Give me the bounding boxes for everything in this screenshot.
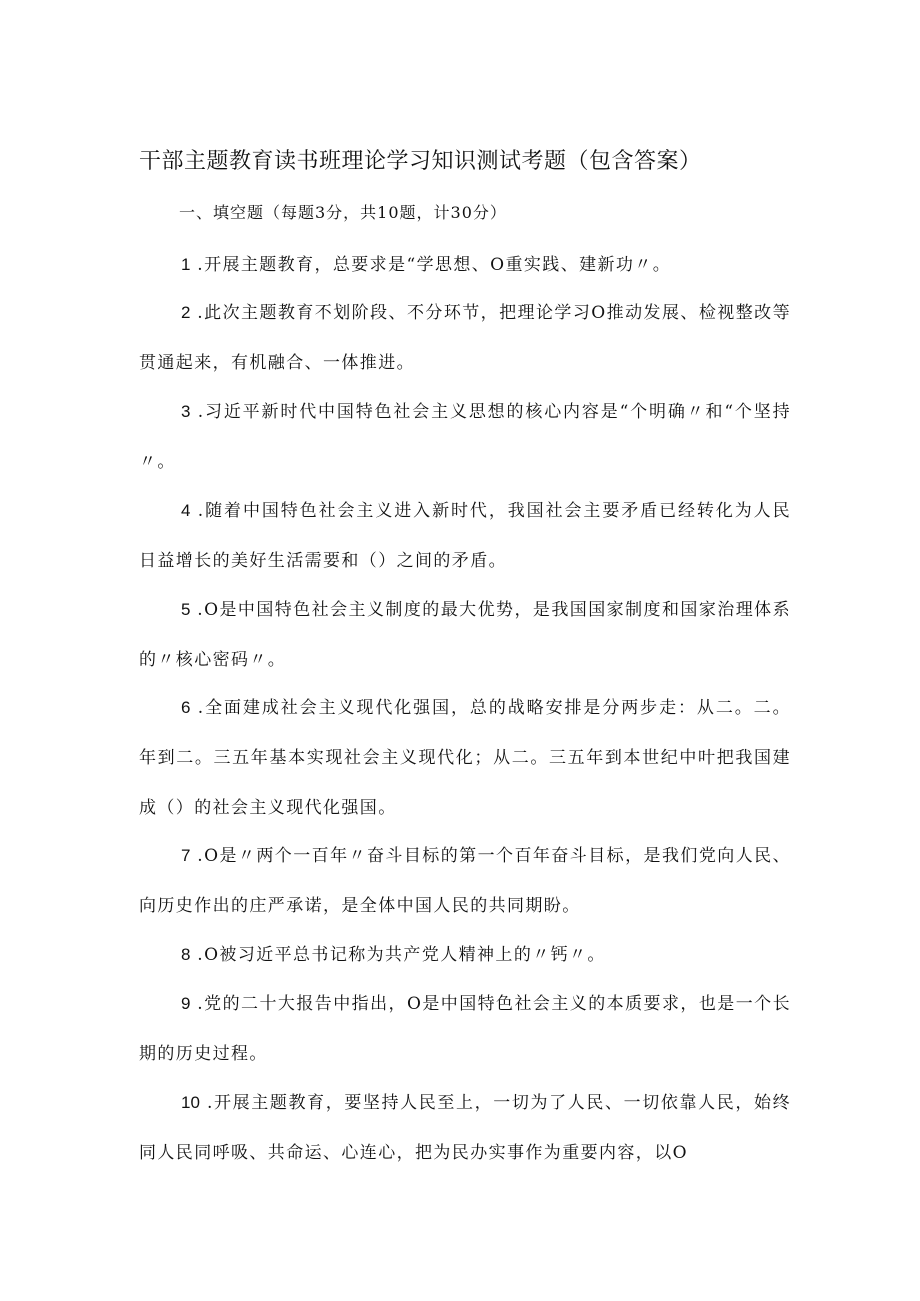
question-text: .此次主题教育不划阶段、不分环节，把理论学习O推动发展、检视整改等贯通起来，有机融合、一体推进。	[139, 303, 791, 373]
question-number: 5	[181, 600, 191, 619]
page-title: 干部主题教育读书班理论学习知识测试考题（包含答案）	[139, 149, 702, 174]
question-text: .O是中国特色社会主义制度的最大优势，是我国国家制度和国家治理体系的〃核心密码〃。	[139, 600, 791, 670]
question-text: .开展主题教育，总要求是“学思想、O重实践、建新功〃。	[190, 255, 672, 275]
question-5	[139, 585, 791, 685]
question-2	[139, 288, 791, 388]
question-number: 8	[181, 945, 191, 964]
question-number: 1	[181, 255, 191, 274]
question-number: 9	[181, 994, 191, 1013]
question-text: .党的二十大报告中指出，O是中国特色社会主义的本质要求，也是一个长期的历史过程。	[139, 994, 791, 1064]
question-number: 10	[181, 1093, 200, 1112]
question-8	[139, 930, 791, 980]
question-number: 2	[181, 303, 191, 322]
question-3	[139, 387, 791, 487]
question-text: .O是〃两个一百年〃奋斗目标的第一个百年奋斗目标，是我们党向人民、向历史作出的庄严承诺，是全体中国人民的共同期盼。	[139, 846, 791, 916]
question-1	[139, 240, 791, 290]
question-text: .全面建成社会主义现代化强国，总的战略安排是分两步走：从二。二。年到二。三五年基本实现社会主义现代化；从二。三五年到本世纪中叶把我国建成（）的社会主义现代化强国。	[139, 698, 791, 818]
question-text: .O被习近平总书记称为共产党人精神上的〃钙〃。	[190, 945, 606, 965]
question-number: 6	[181, 698, 191, 717]
question-number: 3	[181, 402, 191, 421]
question-4	[139, 486, 791, 586]
question-text: .开展主题教育，要坚持人民至上，一切为了人民、一切依靠人民，始终同人民同呼吸、共命运、心连心，把为民办实事作为重要内容，以O	[139, 1093, 791, 1163]
question-7	[139, 831, 791, 931]
section-heading: 一、填空题（每题3分，共10题，计30分）	[179, 203, 507, 222]
question-text: .习近平新时代中国特色社会主义思想的核心内容是“个明确〃和“个坚持〃。	[139, 402, 791, 472]
question-text: .随着中国特色社会主义进入新时代，我国社会主要矛盾已经转化为人民日益增长的美好生活需要和（）之间的矛盾。	[139, 501, 791, 571]
question-9	[139, 979, 791, 1079]
question-number: 4	[181, 501, 191, 520]
question-10	[139, 1078, 791, 1178]
question-6	[139, 683, 791, 833]
question-number: 7	[181, 846, 191, 865]
